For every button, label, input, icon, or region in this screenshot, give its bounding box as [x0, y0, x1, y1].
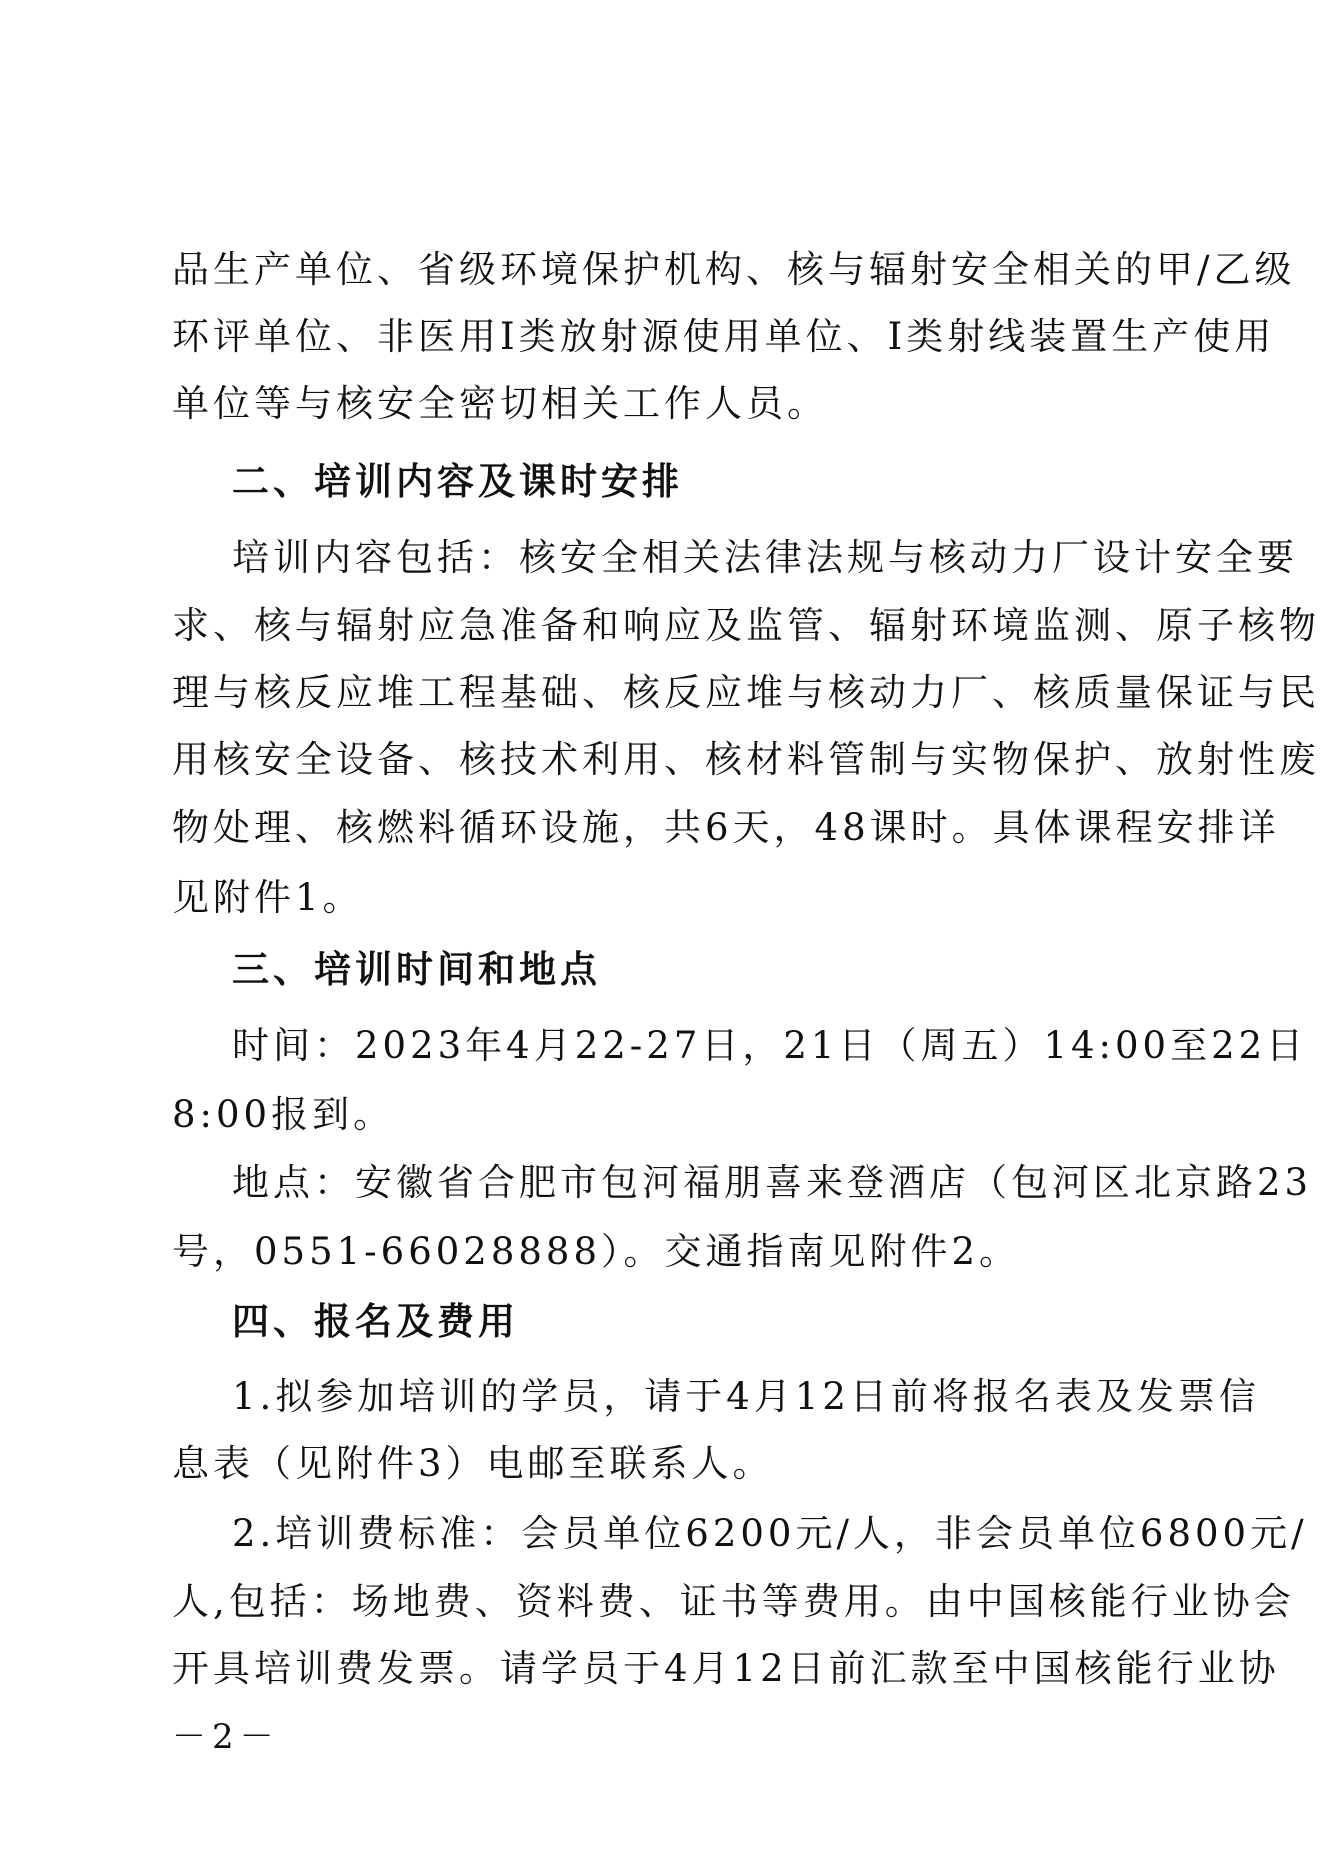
body-line: 8:00报到。: [172, 1093, 395, 1136]
body-line: 息表（见附件3）电邮至联系人。: [172, 1442, 774, 1485]
body-line: 时间：2023年4月22-27日，21日（周五）14:00至22日: [232, 1024, 1308, 1067]
body-line: 培训内容包括：核安全相关法律法规与核动力厂设计安全要: [232, 536, 1298, 579]
body-line: 理与核反应堆工程基础、核反应堆与核动力厂、核质量保证与民: [172, 671, 1320, 714]
body-line: 号，0551-66028888）。交通指南见附件2。: [172, 1230, 1021, 1273]
body-line: 2.培训费标准：会员单位6200元/人，非会员单位6800元/: [232, 1512, 1308, 1555]
section-heading-4: 四、报名及费用: [232, 1300, 519, 1343]
body-line: 品生产单位、省级环境保护机构、核与辐射安全相关的甲/乙级: [172, 248, 1296, 291]
section-heading-2: 二、培训内容及课时安排: [232, 460, 683, 503]
body-line: 人,包括：场地费、资料费、证书等费用。由中国核能行业协会: [172, 1580, 1295, 1623]
section-heading-3: 三、培训时间和地点: [232, 948, 601, 991]
body-line: 地点：安徽省合肥市包河福朋喜来登酒店（包河区北京路23: [232, 1161, 1313, 1204]
body-line: 1.拟参加培训的学员，请于4月12日前将报名表及发票信: [232, 1375, 1260, 1418]
body-line: 用核安全设备、核技术利用、核材料管制与实物保护、放射性废: [172, 738, 1320, 781]
body-line: 求、核与辐射应急准备和响应及监管、辐射环境监测、原子核物: [172, 604, 1320, 647]
body-line: 见附件1。: [172, 876, 364, 919]
body-line: 环评单位、非医用Ⅰ类放射源使用单位、Ⅰ类射线装置生产使用: [172, 315, 1276, 358]
body-line: 物处理、核燃料循环设施，共6天，48课时。具体课程安排详: [172, 806, 1280, 849]
body-line: 开具培训费发票。请学员于4月12日前汇款至中国核能行业协: [172, 1647, 1280, 1690]
body-line: 单位等与核安全密切相关工作人员。: [172, 382, 828, 425]
page-number: －2－: [172, 1717, 280, 1757]
